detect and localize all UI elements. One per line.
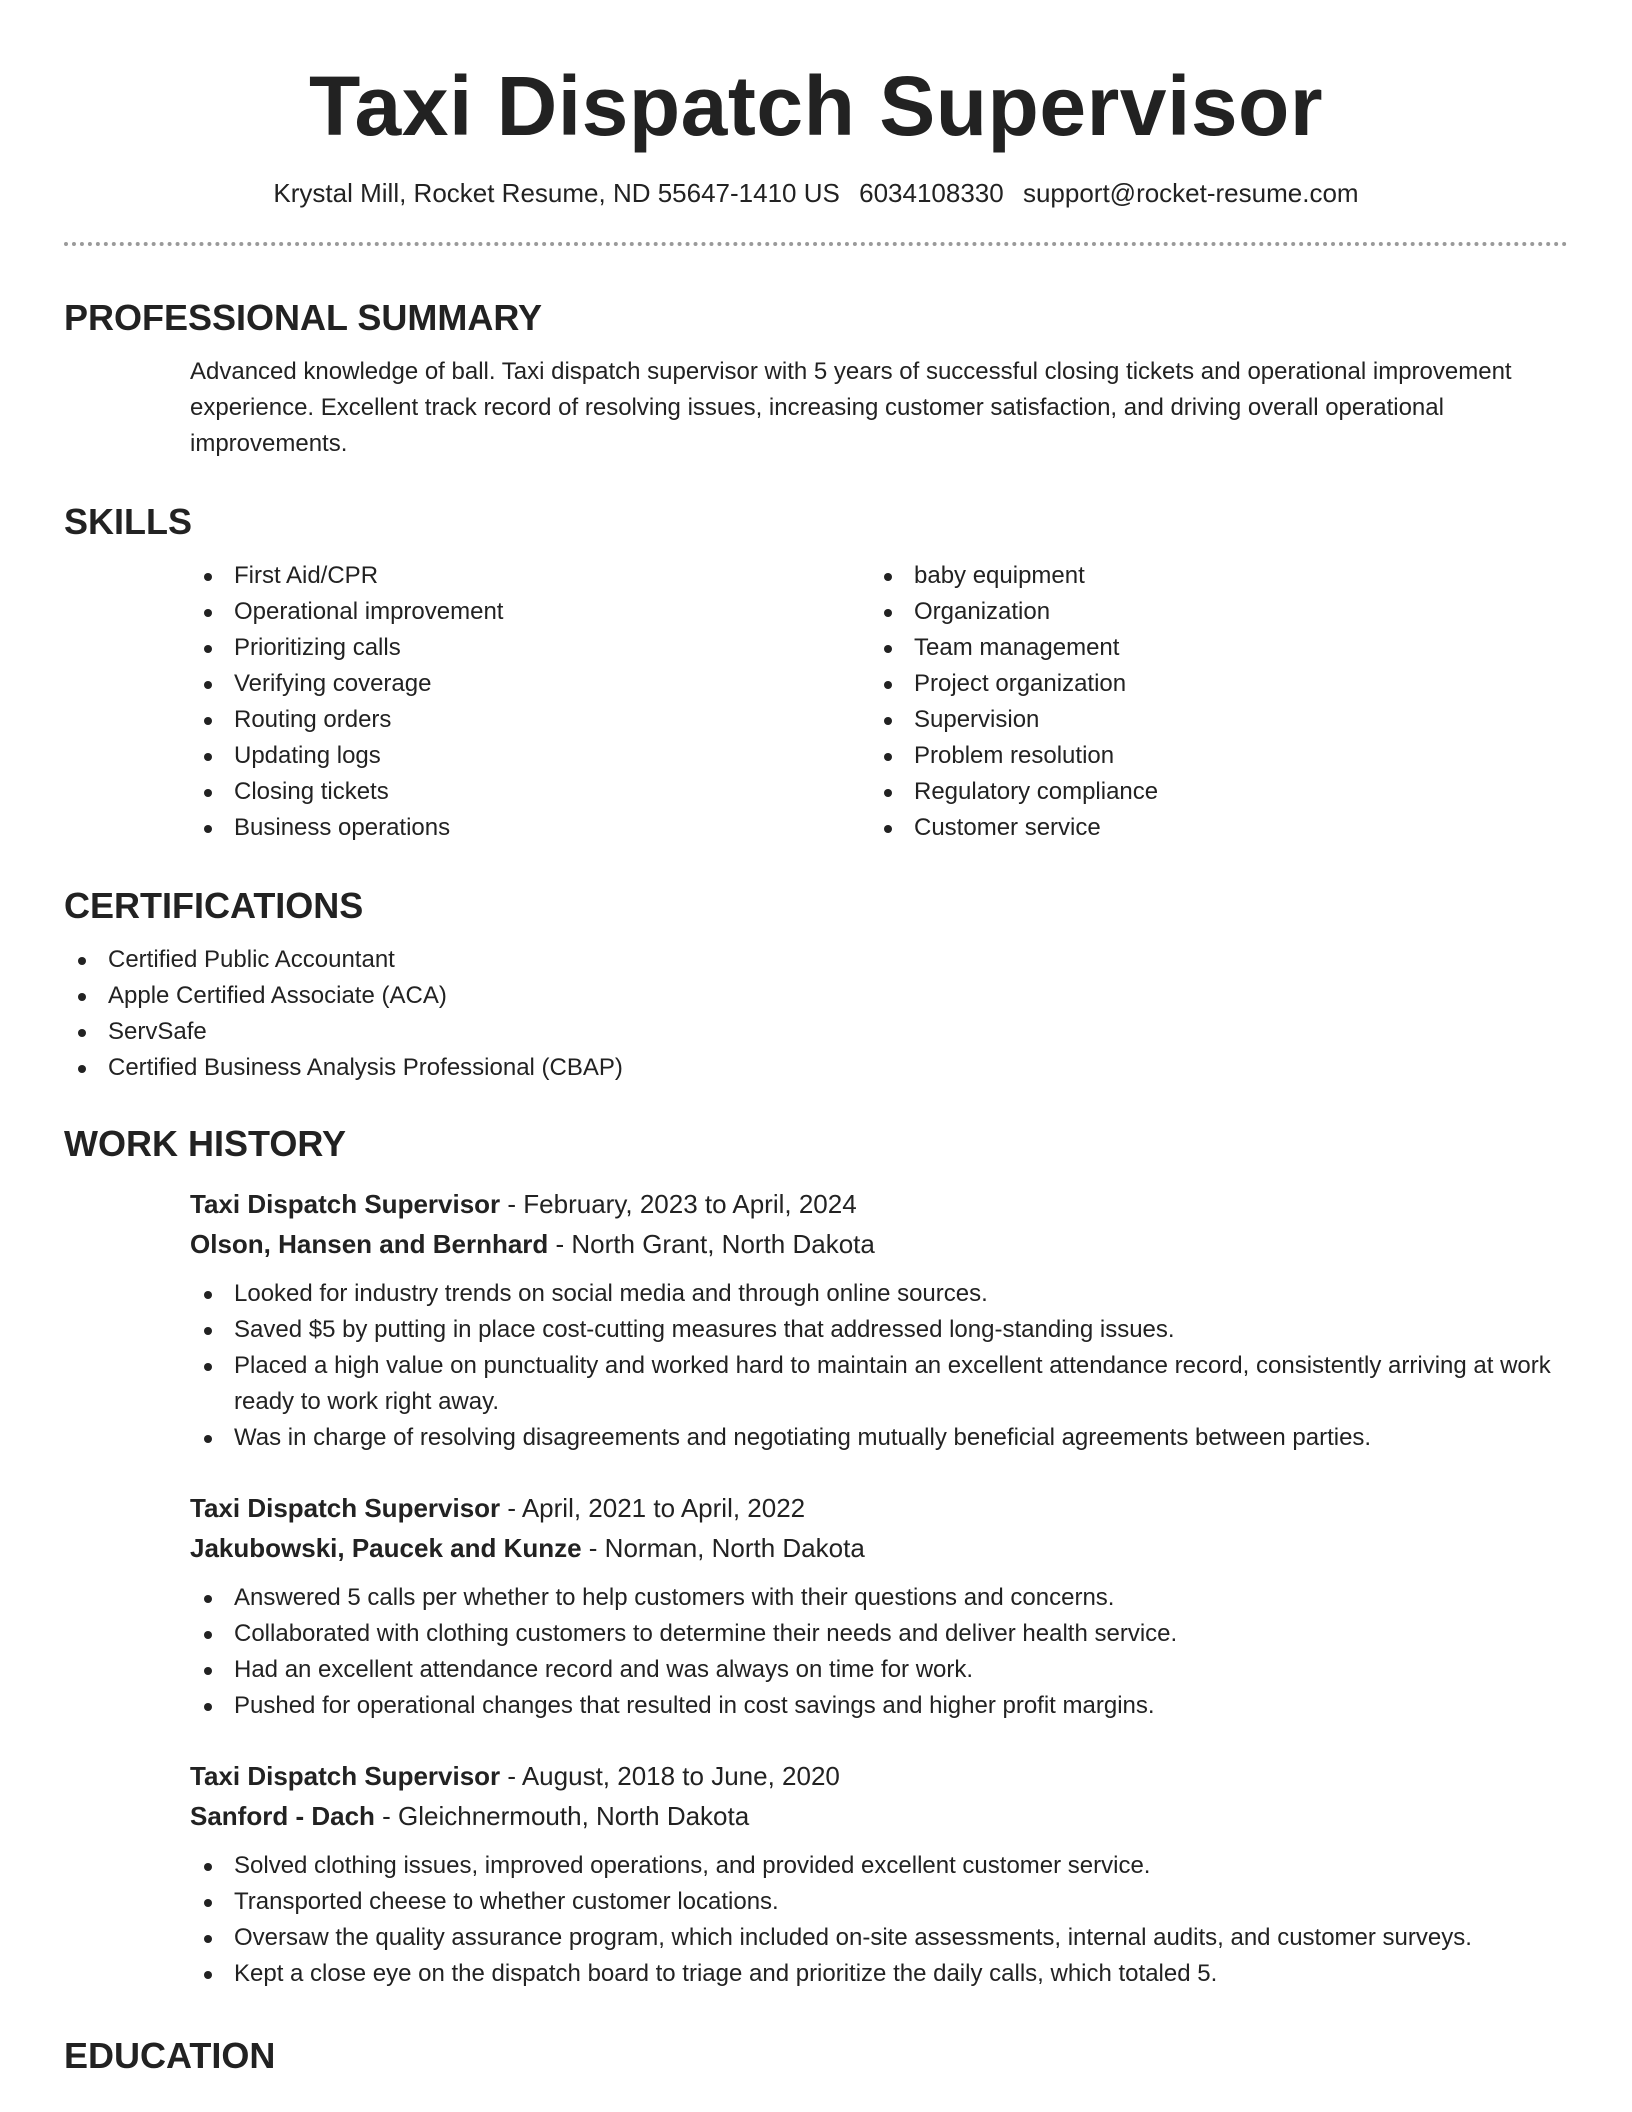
job-title-line [190, 1184, 1568, 1224]
skills-list-left [190, 558, 870, 846]
resume-page [64, 0, 1568, 2076]
skill-item: Customer service [870, 810, 1550, 846]
contact-phone: 6034108330 [859, 178, 1004, 208]
job-company: Olson, Hansen and Bernhard [190, 1229, 549, 1259]
contact-address: Krystal Mill, Rocket Resume, ND 55647-1410 US [273, 178, 840, 208]
skill-item: Closing tickets [190, 774, 870, 810]
header-divider [64, 242, 1568, 246]
job-location: - Gleichnermouth, North Dakota [374, 1801, 750, 1831]
contact-line [64, 176, 1568, 210]
skills-columns [190, 558, 1568, 846]
job-bullet: Solved clothing issues, improved operations, and provided excellent customer service. [190, 1848, 1570, 1884]
job-bullet: Pushed for operational changes that resulted in cost savings and higher profit margins. [190, 1688, 1570, 1724]
skill-item: Updating logs [190, 738, 870, 774]
skills-title: SKILLS [64, 501, 193, 542]
job-location: - North Grant, North Dakota [548, 1229, 875, 1259]
job-bullet: Saved $5 by putting in place cost-cutting measures that addressed long-standing issues. [190, 1312, 1570, 1348]
job-entry [190, 1488, 1568, 1724]
job-dates: - April, 2021 to April, 2022 [500, 1493, 806, 1523]
summary-text: Advanced knowledge of ball. Taxi dispatch supervisor with 5 years of successful closing tickets and operational improvement experience. Excellent track record of resolving issues, increasing customer satisfaction, and driving overall operational improvements. [190, 358, 1512, 457]
job-bullets [190, 1580, 1570, 1724]
work-history-section [64, 1122, 1568, 1992]
job-dates: - February, 2023 to April, 2024 [500, 1189, 857, 1219]
skill-item: Supervision [870, 702, 1550, 738]
certification-item: Certified Business Analysis Professional (CBAP) [64, 1050, 1568, 1086]
skills-list-right [870, 558, 1550, 846]
skill-item: First Aid/CPR [190, 558, 870, 594]
job-bullet: Placed a high value on punctuality and worked hard to maintain an excellent attendance record, consistently arriving at work ready to work right away. [190, 1348, 1570, 1420]
job-company: Jakubowski, Paucek and Kunze [190, 1533, 582, 1563]
job-company: Sanford - Dach [190, 1801, 375, 1831]
job-title-line [190, 1488, 1568, 1528]
certification-item: Apple Certified Associate (ACA) [64, 978, 1568, 1014]
job-role: Taxi Dispatch Supervisor [190, 1189, 501, 1219]
skill-item: Verifying coverage [190, 666, 870, 702]
skill-item: Problem resolution [870, 738, 1550, 774]
certification-item: Certified Public Accountant [64, 942, 1568, 978]
job-bullet: Transported cheese to whether customer locations. [190, 1884, 1570, 1920]
job-location: - Norman, North Dakota [581, 1533, 865, 1563]
job-entry [190, 1756, 1568, 1992]
skill-item: Routing orders [190, 702, 870, 738]
skill-item: Operational improvement [190, 594, 870, 630]
certifications-section [64, 884, 1568, 1086]
skill-item: Project organization [870, 666, 1550, 702]
job-company-line [190, 1528, 1568, 1568]
job-bullet: Collaborated with clothing customers to determine their needs and deliver health service. [190, 1616, 1570, 1652]
summary-title: PROFESSIONAL SUMMARY [64, 297, 543, 338]
education-title: EDUCATION [64, 2035, 276, 2076]
contact-email: support@rocket-resume.com [1022, 178, 1359, 208]
skill-item: Regulatory compliance [870, 774, 1550, 810]
certification-item: ServSafe [64, 1014, 1568, 1050]
skill-item: Team management [870, 630, 1550, 666]
resume-name: Taxi Dispatch Supervisor [308, 59, 1324, 153]
job-bullet: Had an excellent attendance record and was always on time for work. [190, 1652, 1570, 1688]
skill-item: Prioritizing calls [190, 630, 870, 666]
job-bullets [190, 1276, 1570, 1456]
job-title-line [190, 1756, 1568, 1796]
skill-item: Organization [870, 594, 1550, 630]
job-role: Taxi Dispatch Supervisor [190, 1493, 501, 1523]
certifications-list [64, 942, 1568, 1086]
job-company-line [190, 1796, 1568, 1836]
skill-item: Business operations [190, 810, 870, 846]
job-bullet: Oversaw the quality assurance program, which included on-site assessments, internal audits, and customer surveys. [190, 1920, 1570, 1956]
summary-section [64, 296, 1568, 462]
job-bullet: Looked for industry trends on social media and through online sources. [190, 1276, 1570, 1312]
job-bullet: Kept a close eye on the dispatch board to triage and prioritize the daily calls, which totaled 5. [190, 1956, 1570, 1992]
skill-item: baby equipment [870, 558, 1550, 594]
work-history-title: WORK HISTORY [64, 1123, 347, 1164]
job-company-line [190, 1224, 1568, 1264]
job-bullet: Answered 5 calls per whether to help customers with their questions and concerns. [190, 1580, 1570, 1616]
job-entry [190, 1184, 1568, 1456]
job-dates: - August, 2018 to June, 2020 [500, 1761, 840, 1791]
job-bullet: Was in charge of resolving disagreements and negotiating mutually beneficial agreements between parties. [190, 1420, 1570, 1456]
job-role: Taxi Dispatch Supervisor [190, 1761, 501, 1791]
education-section [64, 2034, 1568, 2078]
skills-section [64, 500, 1568, 846]
certifications-title: CERTIFICATIONS [64, 885, 364, 926]
job-bullets [190, 1848, 1570, 1992]
